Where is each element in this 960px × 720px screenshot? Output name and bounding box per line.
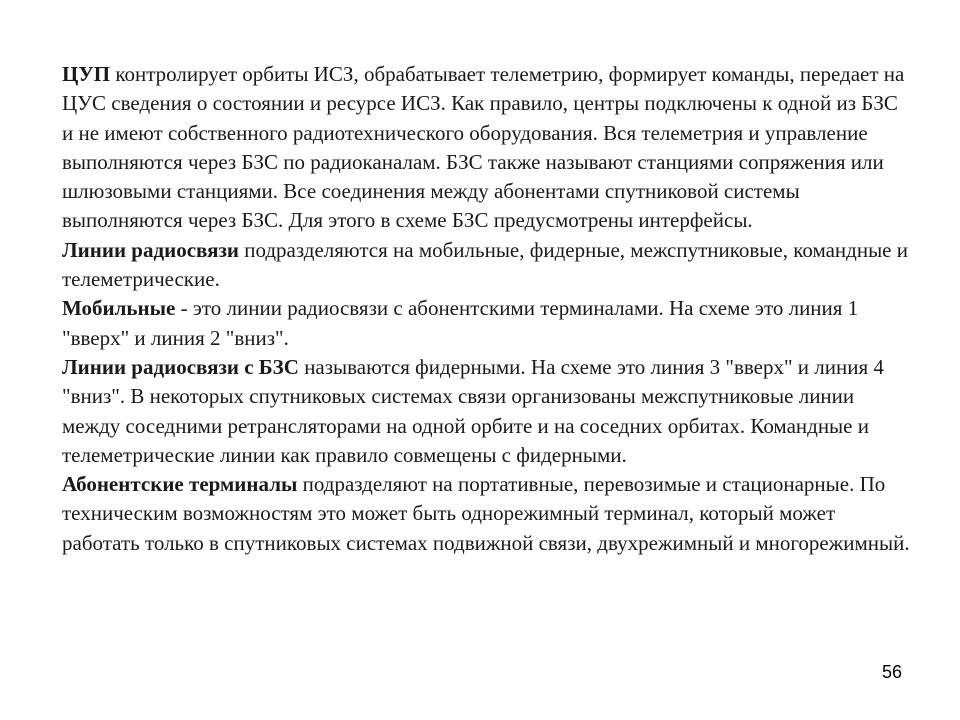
paragraph-subscriber-terminals-text: подразделяют на портативные, перевозимые и стационарные. По техническим возможностям это может быть однорежимный терминал, который может работать только в спутниковых системах подвижной связи, двухрежимный и многорежимный. — [62, 472, 910, 555]
page-number: 56 — [881, 662, 902, 682]
paragraph-radio-links-text: подразделяются на мобильные, фидерные, межспутниковые, командные и телеметрические. — [62, 237, 908, 292]
slide-body-text — [62, 60, 912, 558]
paragraph-mobile-links-text: - это линии радиосвязи с абонентскими терминалами. На схеме это линия 1 "вверх" и линия 2 "вниз". — [62, 296, 859, 350]
term-subscriber-terminals: Абонентские терминалы — [62, 472, 298, 497]
paragraph-tsup — [62, 60, 912, 236]
term-radio-links: Линии радиосвязи — [62, 237, 239, 262]
paragraph-feeder-links-text: называются фидерными. На схеме это линия 3 "вверх" и линия 4 "вниз". В некоторых спутниковых системах связи организованы межспутниковые линии между соседними ретрансляторами на одной орбите и на соседних орбитах. Командные и телеметрические линии как правило совмещены с фидерными. — [62, 354, 884, 467]
term-feeder-links: Линии радиосвязи с БЗС — [62, 354, 299, 379]
paragraph-feeder-links — [62, 353, 912, 470]
term-mobile-links: Мобильные — [62, 296, 176, 321]
paragraph-tsup-text: контролирует орбиты ИСЗ, обрабатывает телеметрию, формирует команды, передает на ЦУС сведения о состоянии и ресурсе ИСЗ. Как правило, центры подключены к одной из БЗС и не имеют собственного радиотехнического оборудования. Вся телеметрия и управление выполняются через БЗС по радиоканалам. БЗС также называют станциями сопряжения или шлюзовыми станциями. Все соединения между абонентами спутниковой системы выполняются через БЗС. Для этого в схеме БЗС предусмотрены интерфейсы. — [62, 62, 905, 233]
term-tsup: ЦУП — [62, 62, 111, 86]
paragraph-radio-links — [62, 236, 912, 295]
paragraph-subscriber-terminals — [62, 470, 912, 558]
paragraph-mobile-links — [62, 294, 912, 353]
